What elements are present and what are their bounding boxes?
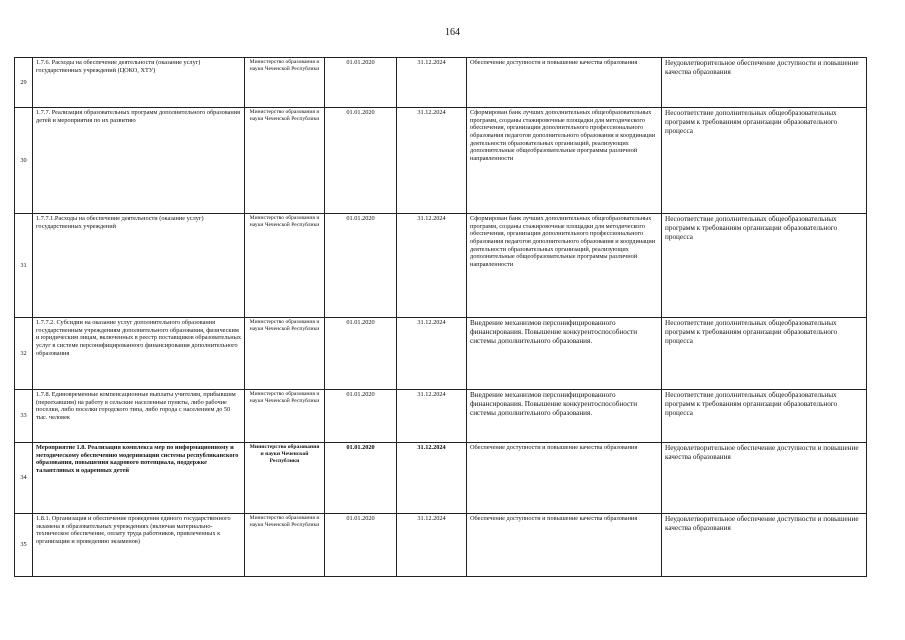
end-date: 31.12.2024 (397, 108, 467, 214)
row-number: 35 (15, 514, 33, 577)
end-date: 31.12.2024 (397, 318, 467, 390)
expected-result: Внедрение механизмов персонифицированного финансирования. Повышение конкурентоспособности системы дополнительного образования. (467, 390, 662, 443)
risk-consequence: Несоответствие дополнительных общеобразовательных программ к требованиям организации образовательного процесса (662, 318, 867, 390)
expected-result: Обеспечение доступности и повышение качества образования (467, 514, 662, 577)
expected-result: Обеспечение доступности и повышение качества образования (467, 443, 662, 514)
activity-name: 1.7.7.2. Субсидии на оказание услуг дополнительного образования государственным учреждениям дополнительного образования, физическим и юридическим лицам, включенных в реестр поставщиков образовательных услуг в системе персонифицированного финансирования дополнительного образования (33, 318, 245, 390)
responsible-executor: Министерство образования и науки Чеченской Республики (245, 318, 325, 390)
responsible-executor: Министерство образования и науки Чеченской Республики (245, 514, 325, 577)
risk-consequence: Неудовлетворительное обеспечение доступности и повышение качества образования (662, 514, 867, 577)
responsible-executor: Министерство образования и науки Чеченской Республики (245, 443, 325, 514)
row-number: 30 (15, 108, 33, 214)
start-date: 01.01.2020 (325, 514, 397, 577)
activity-name: 1.8.1. Организация и обеспечение проведения единого государственного экзамена в образовательных учреждениях (включая материально-техническое обеспечение, оплату труда работников, привлеченных к организации и проведению экзаменов) (33, 514, 245, 577)
expected-result: Сформирован банк лучших дополнительных общеобразовательных программ, созданы стажировочные площадки для методического обеспечения, организации дополнительного профессионального образования педагогов дополнительного образования и координации деятельности образовательных организаций, реализующих дополнительные общеобразовательные программы различной направленности (467, 214, 662, 318)
responsible-executor: Министерство образования и науки Чеченской Республики (245, 214, 325, 318)
risk-consequence: Неудовлетворительное обеспечение доступности и повышение качества образования (662, 443, 867, 514)
table-row (15, 443, 867, 514)
start-date: 01.01.2020 (325, 108, 397, 214)
table-row (15, 390, 867, 443)
activity-name: 1.7.7.1.Расходы на обеспечение деятельности (оказание услуг) государственных учреждений (33, 214, 245, 318)
expected-result: Обеспечение доступности и повышение качества образования (467, 58, 662, 108)
risk-consequence: Несоответствие дополнительных общеобразовательных программ к требованиям организации образовательного процесса (662, 390, 867, 443)
table-row (15, 318, 867, 390)
activity-name: 1.7.8. Единовременные компенсационные выплаты учителям, прибывшим (переехавшим) на работу в сельские населенные пункты, либо рабочие поселки, либо поселки городского типа, либо города с населением до 50 тыс. человек (33, 390, 245, 443)
table-row (15, 58, 867, 108)
page-number: 164 (445, 27, 460, 38)
expected-result: Сформирован банк лучших дополнительных общеобразовательных программ, созданы стажировочные площадки для методического обеспечения, организации дополнительного профессионального образования педагогов дополнительного образования и координации деятельности образовательных организаций, реализующих дополнительные общеобразовательные программы различной направленности (467, 108, 662, 214)
table-row (15, 214, 867, 318)
end-date: 31.12.2024 (397, 58, 467, 108)
row-number: 29 (15, 58, 33, 108)
start-date: 01.01.2020 (325, 390, 397, 443)
row-number: 31 (15, 214, 33, 318)
start-date: 01.01.2020 (325, 58, 397, 108)
start-date: 01.01.2020 (325, 318, 397, 390)
row-number: 33 (15, 390, 33, 443)
expected-result: Внедрение механизмов персонифицированного финансирования. Повышение конкурентоспособности системы дополнительного образования. (467, 318, 662, 390)
responsible-executor: Министерство образования и науки Чеченской Республики (245, 108, 325, 214)
row-number: 34 (15, 443, 33, 514)
table-row (15, 108, 867, 214)
risk-consequence: Неудовлетворительное обеспечение доступности и повышение качества образования (662, 58, 867, 108)
end-date: 31.12.2024 (397, 214, 467, 318)
row-number: 32 (15, 318, 33, 390)
activity-name: 1.7.7. Реализация образовательных программ дополнительного образования детей и мероприятия по их развитию (33, 108, 245, 214)
start-date: 01.01.2020 (325, 443, 397, 514)
end-date: 31.12.2024 (397, 390, 467, 443)
responsible-executor: Министерство образования и науки Чеченской Республики (245, 390, 325, 443)
end-date: 31.12.2024 (397, 514, 467, 577)
risk-consequence: Несоответствие дополнительных общеобразовательных программ к требованиям организации образовательного процесса (662, 214, 867, 318)
activities-table (14, 57, 867, 577)
end-date: 31.12.2024 (397, 443, 467, 514)
start-date: 01.01.2020 (325, 214, 397, 318)
table-row (15, 514, 867, 577)
risk-consequence: Несоответствие дополнительных общеобразовательных программ к требованиям организации образовательного процесса (662, 108, 867, 214)
responsible-executor: Министерство образования и науки Чеченской Республики (245, 58, 325, 108)
activity-name: Мероприятие 1.8. Реализация комплекса мер по информационному и методическому обеспечению модернизации системы республиканского образования, повышения кадрового потенциала, поддержке талантливых и одаренных детей (33, 443, 245, 514)
activity-name: 1.7.6. Расходы на обеспечение деятельности (оказание услуг) государственных учреждений (ЦОКО, ХТУ) (33, 58, 245, 108)
